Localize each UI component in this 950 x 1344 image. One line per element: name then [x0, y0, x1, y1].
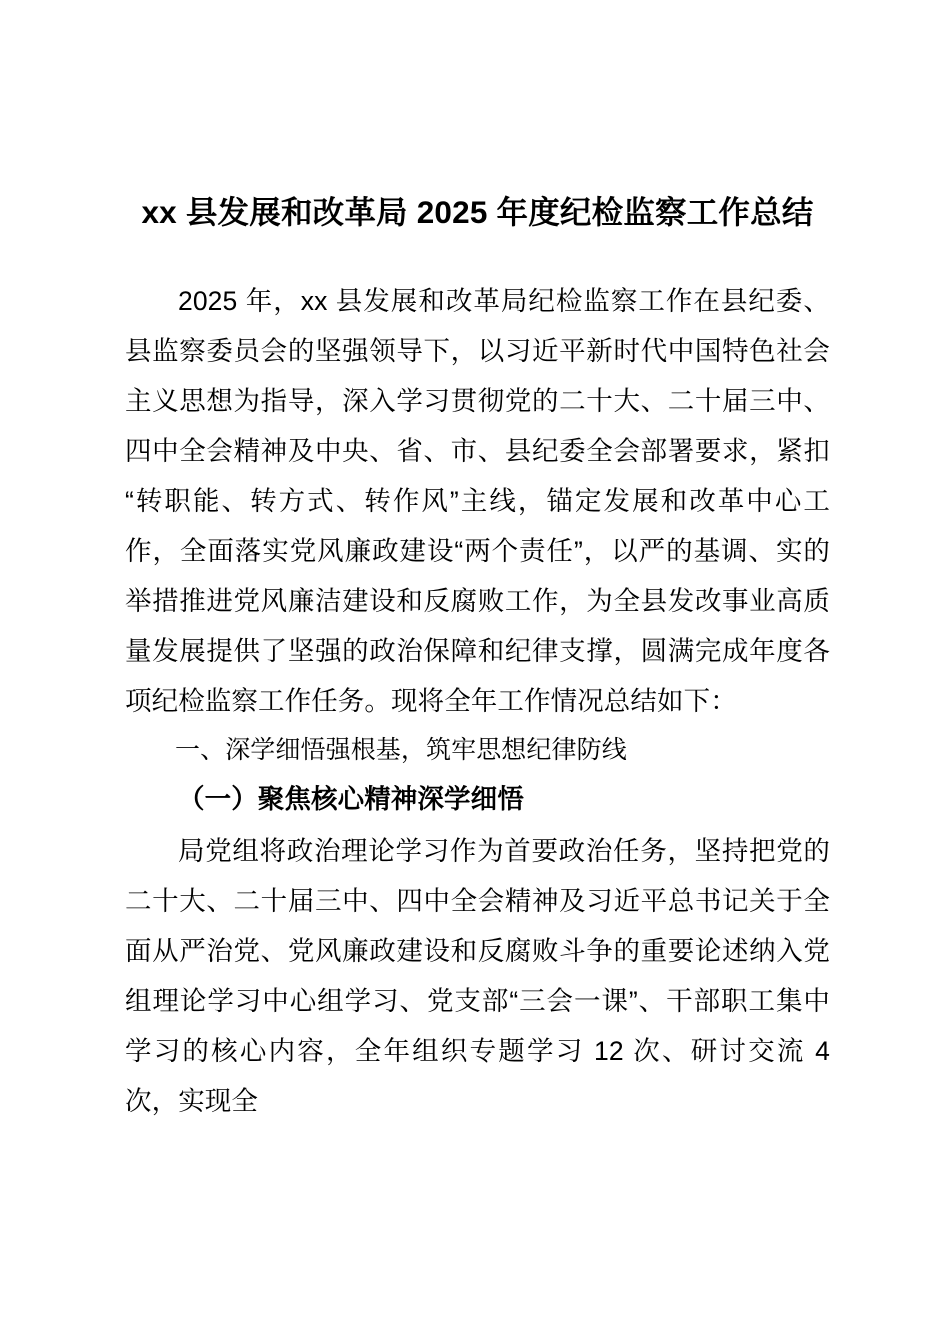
opening-paragraph: 2025 年，xx 县发展和改革局纪检监察工作在县纪委、县监察委员会的坚强领导下，以习近平新时代中国特色社会主义思想为指导，深入学习贯彻党的二十大、二十届三中、四中全会精神及中央、省、市、县纪委全会部署要求，紧扣“转职能、转方式、转作风”主线，锚定发展和改革中心工作，全面落实党风廉政建设“两个责任”，以严的基调、实的举措推进党风廉洁建设和反腐败工作，为全县发改事业高质量发展提供了坚强的政治保障和纪律支撑，圆满完成年度各项纪检监察工作任务。现将全年工作情况总结如下： [125, 286, 830, 716]
document-content-column [125, 0, 830, 1126]
subsection-heading-one-one: （一）聚焦核心精神深学细悟 [178, 784, 524, 814]
section-heading-one: 一、深学细悟强根基，筑牢思想纪律防线 [175, 736, 627, 764]
subsection-one-one-body: 局党组将政治理论学习作为首要政治任务，坚持把党的二十大、二十届三中、四中全会精神及习近平总书记关于全面从严治党、党风廉政建设和反腐败斗争的重要论述纳入党组理论学习中心组学习、党支部“三会一课”、干部职工集中学习的核心内容，全年组织专题学习 12 次、研讨交流 4 次，实现全 [125, 836, 830, 1116]
page-title: xx 县发展和改革局 2025 年度纪检监察工作总结 [141, 194, 814, 230]
